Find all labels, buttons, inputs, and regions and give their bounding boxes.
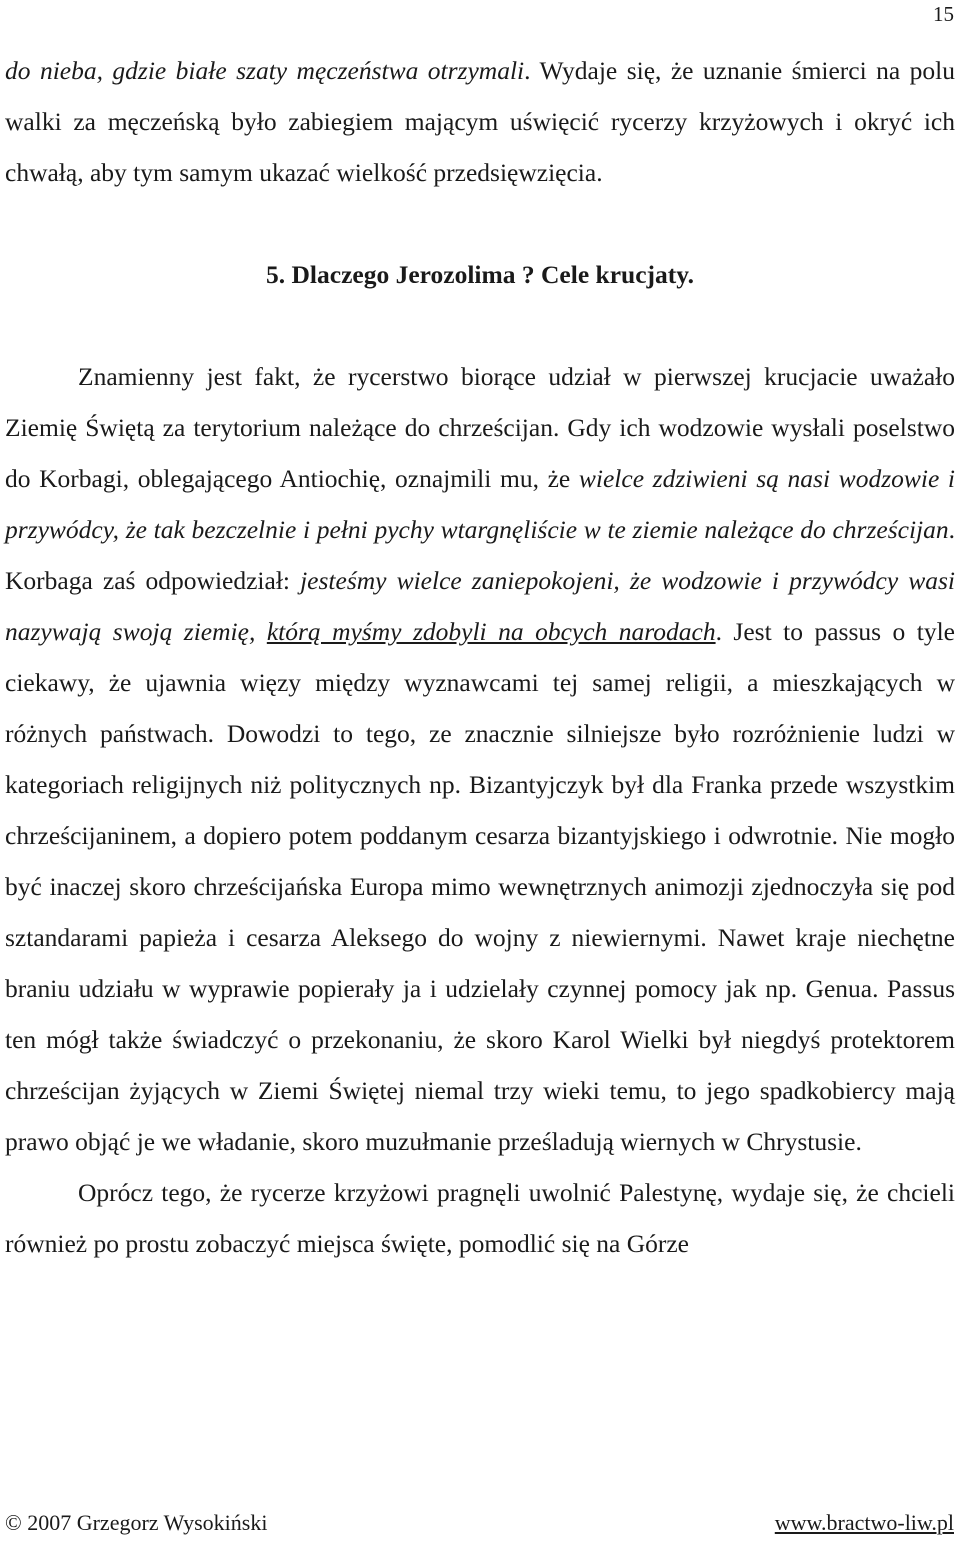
paragraph-3: Oprócz tego, że rycerze krzyżowi pragnęli uwolnić Palestynę, wydaje się, że chcieli również po prostu zobaczyć miejsca święte, pomodlić się na Górze	[5, 1178, 955, 1258]
quote-underlined: którą myśmy zdobyli na obcych narodach	[266, 617, 716, 646]
paragraph-text: . Korbaga zaś odpowiedział:	[5, 515, 955, 595]
paragraph-text: Znamienny jest fakt, że rycerstwo biorące udział w pierwszej krucjacie uważało Ziemię Świętą za terytorium należące do chrześcijan. Gdy ich wodzowie wysłali poselstwo do Korbagi, oblegającego Antiochię, oznajmili mu, że	[5, 362, 955, 493]
paragraph-2	[5, 351, 955, 1167]
document-body	[5, 45, 955, 1269]
quote-italic: wielce zdziwieni są nasi wodzowie i przywódcy, że tak bezczelnie i pełni pychy wtargnęliście w te ziemie należące do chrześcijan	[5, 464, 956, 544]
page-footer	[5, 1510, 954, 1536]
quote-italic: do nieba, gdzie białe szaty męczeństwa otrzymali	[5, 56, 525, 85]
section-title: 5. Dlaczego Jerozolima ? Cele krucjaty.	[266, 260, 694, 289]
paragraph-1	[5, 45, 955, 198]
copyright-text: © 2007 Grzegorz Wysokiński	[5, 1510, 268, 1535]
paragraph-text: . Wydaje się, że uznanie śmierci na polu walki za męczeńską było zabiegiem mającym uświęcić rycerzy krzyżowych i okryć ich chwałą, aby tym samym ukazać wielkość przedsięwzięcia.	[5, 56, 955, 187]
quote-italic: jesteśmy wielce zaniepokojeni, że wodzowie i przywódcy wasi nazywają swoją ziemię,	[5, 566, 955, 646]
website-link[interactable]: www.bractwo-liw.pl	[774, 1510, 954, 1535]
page-number: 15	[933, 2, 954, 26]
paragraph-text: . Jest to passus o tyle ciekawy, że ujawnia więzy między wyznawcami tej samej religii, a mieszkających w różnych państwach. Dowodzi to tego, ze znacznie silniejsze było rozróżnienie ludzi w kategoriach religijnych niż politycznych np. Bizantyjczyk był dla Franka przede wszystkim chrześcijaninem, a dopiero potem poddanym cesarza bizantyjskiego i odwrotnie. Nie mogło być inaczej skoro chrześcijańska Europa mimo wewnętrznych animozji zjednoczyła się pod sztandarami papieża i cesarza Aleksego do wojny z niewiernymi. Nawet kraje niechętne braniu udziału w wyprawie popierały ja i udzielały czynnej pomocy jak np. Genua. Passus ten mógł także świadczyć o przekonaniu, że skoro Karol Wielki był niegdyś protektorem chrześcijan żyjących w Ziemi Świętej niemal trzy wieki temu, to jego spadkobiercy mają prawo objąć je we władanie, skoro muzułmanie prześladują wiernych w Chrystusie.	[5, 617, 955, 1156]
